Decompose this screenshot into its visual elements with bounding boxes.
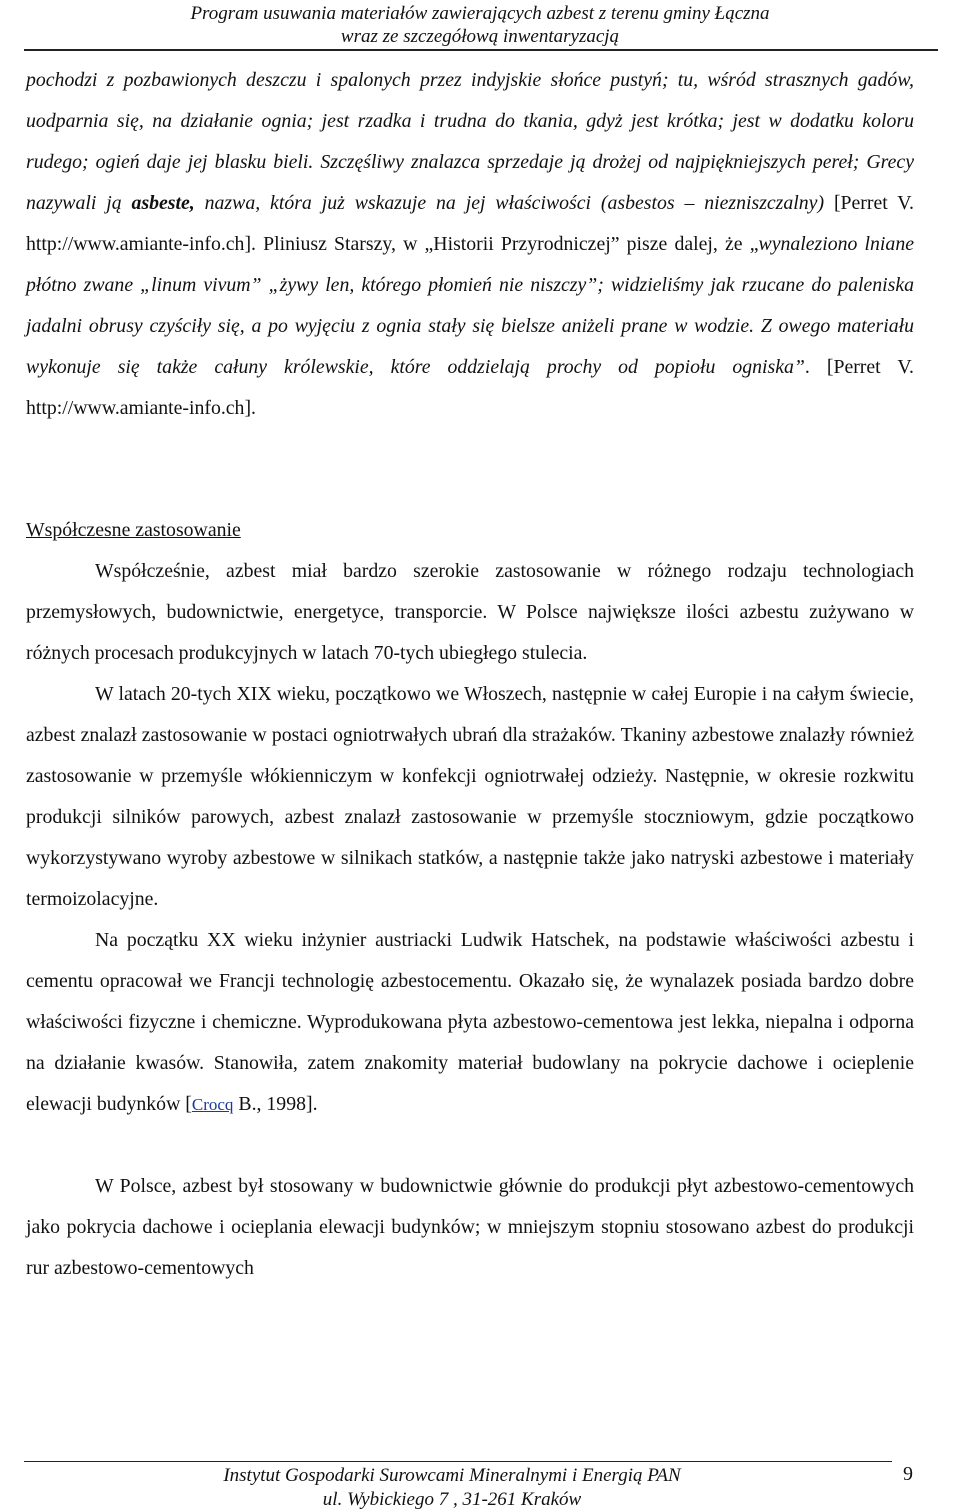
page-number: 9 xyxy=(903,1463,913,1485)
footer-divider xyxy=(24,1461,892,1462)
intro-bold-term: asbeste, xyxy=(131,192,195,214)
intro-italic-c: wynaleziono lniane płótno zwane „linum vivum” „żywy len, którego płomień nie niszczy”; widzieliśmy jak rzucane do paleniska jadalni obrusy czyściły się, a po wyjęciu z ognia stały się bielsze aniżeli prane w wodzie. Z owego materiału wykonuje się także całuny królewskie, które oddzielają prochy od popiołu ogniska” xyxy=(26,233,914,378)
paragraph-3-text: Na początku XX wieku inżynier austriacki Ludwik Hatschek, na podstawie właściwości azbestu i cementu opracował we Francji technologię azbestocementu. Okazało się, że wynalazek posiada bardzo dobre właściwości fizyczne i chemiczne. Wyprodukowana płyta azbestowo-cementowa jest lekka, niepalna i odporna na działanie kwasów. Stanowiła, zatem znakomity materiał budowlany na pokrycie dachowe i ocieplenie elewacji budynków [ xyxy=(26,929,914,1115)
section-paragraph-1: Współcześnie, azbest miał bardzo szerokie zastosowanie w różnego rodzaju technologiach przemysłowych, budownictwie, energetyce, transporcie. W Polsce największe ilości azbestu zużywano w różnych procesach produkcyjnych w latach 70-tych ubiegłego stulecia. xyxy=(26,560,914,664)
intro-citation-b: . [Perret V. http://www.amiante-info.ch]. xyxy=(26,356,914,419)
section-heading: Współczesne zastosowanie xyxy=(26,519,241,541)
footer-institution: Instytut Gospodarki Surowcami Mineralnymi i Energią PAN xyxy=(223,1465,681,1486)
footer-address: ul. Wybickiego 7 , 31-261 Kraków xyxy=(322,1489,582,1510)
section-paragraph-2: W latach 20-tych XIX wieku, początkowo we Włoszech, następnie w całej Europie i na całym świecie, azbest znalazł zastosowanie w postaci ogniotrwałych ubrań dla strażaków. Tkaniny azbestowe znalazły również zastosowanie w przemyśle włókienniczym w konfekcji ogniotrwałej odzieży. Następnie, w okresie rozkwitu produkcji silników parowych, azbest znalazł zastosowanie w przemyśle stoczniowym, gdzie początkowo wykorzystywano wyroby azbestowe w silnikach statków, a następnie także jako natryski azbestowe i materiały termoizolacyjne. xyxy=(26,683,914,910)
section-paragraph-3 xyxy=(26,920,914,1125)
section-paragraph-4: W Polsce, azbest był stosowany w budownictwie głównie do produkcji płyt azbestowo-cementowych jako pokrycia dachowe i ocieplania elewacji budynków; w mniejszym stopniu stosowano azbest do produkcji rur azbestowo-cementowych xyxy=(26,1175,914,1279)
intro-paragraph xyxy=(26,60,914,429)
intro-citation-a: [Perret V. http://www.amiante-info.ch]. Pliniusz Starszy, w „Historii Przyrodniczej” pisze dalej, że „ xyxy=(26,192,914,255)
header-divider xyxy=(24,49,938,51)
paragraph-3-tail: B., 1998]. xyxy=(233,1093,318,1115)
header-title: Program usuwania materiałów zawierających azbest z terenu gminy Łączna xyxy=(190,3,770,24)
header-subtitle: wraz ze szczegółową inwentaryzacją xyxy=(340,26,620,47)
citation-link-crocq[interactable]: Crocq xyxy=(191,1095,234,1114)
document-body xyxy=(26,60,914,1289)
intro-italic-a: pochodzi z pozbawionych deszczu i spalonych przez indyjskie słońce pustyń; tu, wśród strasznych gadów, uodparnia się, na działanie ognia; jest rzadka i trudna do tkania, gdyż jest krótka; jest w dodatku koloru rudego; ogień daje jej blasku bieli. Szczęśliwy znalazca sprzedaje ją drożej od najpiękniejszych pereł; Grecy nazywali ją xyxy=(26,69,914,214)
intro-italic-b: nazwa, która już wskazuje na jej właściwości (asbestos – niezniszczalny) xyxy=(194,192,825,214)
